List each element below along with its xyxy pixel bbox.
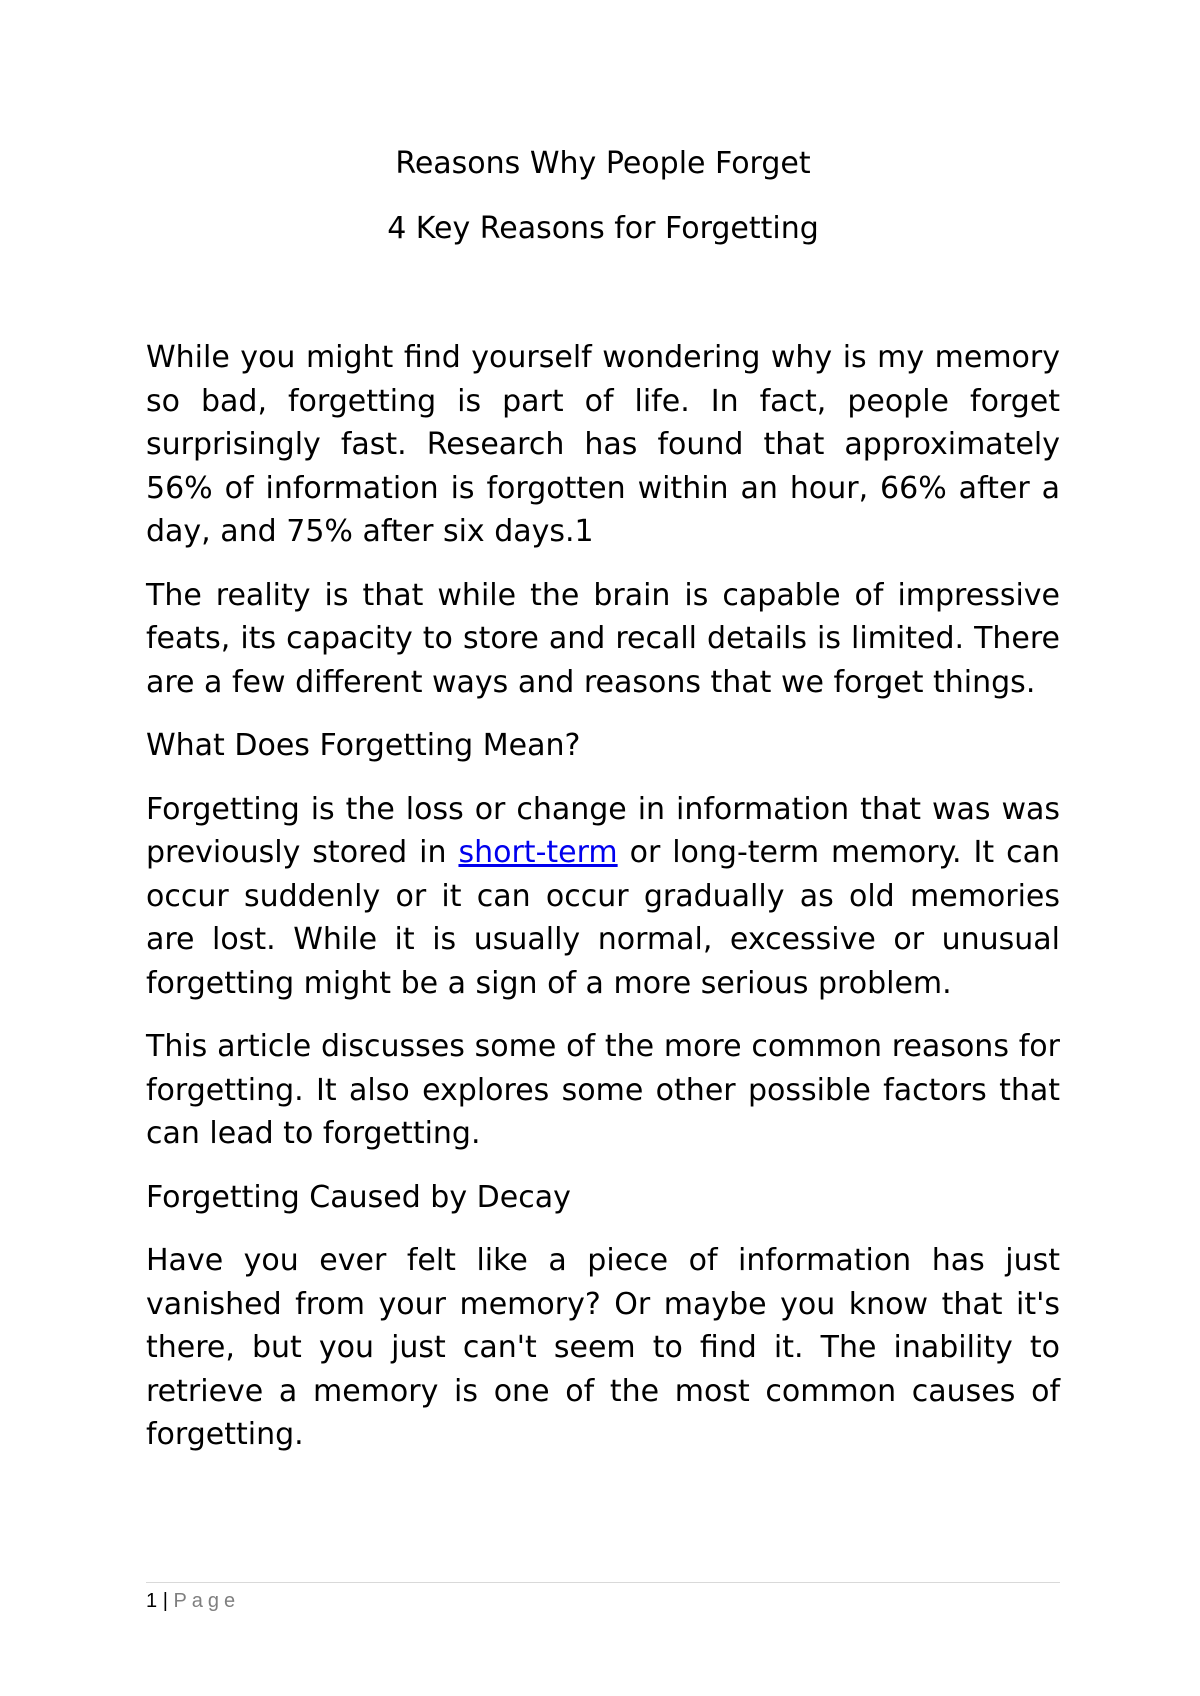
page-label: Page (173, 1590, 241, 1612)
decay-paragraph-1: Have you ever felt like a piece of information has just vanished from your memory? Or maybe you know that it's there, but you just can't seem to find it. The inability to retrieve a memory is one of the most common causes of forgetting. (146, 1243, 1060, 1452)
document-title: Reasons Why People Forget (395, 146, 811, 181)
meaning-paragraph-1 (146, 788, 1060, 1006)
document-body (146, 336, 1060, 1477)
section-heading-meaning: What Does Forgetting Mean? (146, 728, 581, 763)
document-subtitle: 4 Key Reasons for Forgetting (387, 211, 819, 246)
footer-page-indicator (146, 1589, 1060, 1613)
intro-paragraph-2: The reality is that while the brain is capable of impressive feats, its capacity to store and recall details is limited. There are a few different ways and reasons that we forget things. (146, 577, 1060, 700)
footer-divider (146, 1582, 1060, 1583)
section-heading-decay: Forgetting Caused by Decay (146, 1179, 571, 1215)
intro-paragraph-1: While you might find yourself wondering why is my memory so bad, forgetting is part of life. In fact, people forget surprisingly fast. Research has found that approximately 56% of information is forgotten within an hour, 66% after a day, and 75% after six days.1 (146, 340, 1060, 549)
footer-separator: | (162, 1590, 168, 1612)
meaning-text-after-link: or long-term memory. It can occur suddenly or it can occur gradually as old memories are lost. While it is usually normal, excessive or unusual forgetting might be a sign of a more serious problem. (146, 835, 1060, 1001)
short-term-link[interactable]: short-term (458, 835, 618, 870)
meaning-text-before-link: Forgetting is the loss or change in information that was was previously stored in (146, 791, 1060, 870)
meaning-paragraph-2: This article discusses some of the more common reasons for forgetting. It also explores some other possible factors that can lead to forgetting. (146, 1029, 1060, 1151)
page-footer (146, 1582, 1060, 1613)
page-number: 1 (146, 1590, 158, 1612)
